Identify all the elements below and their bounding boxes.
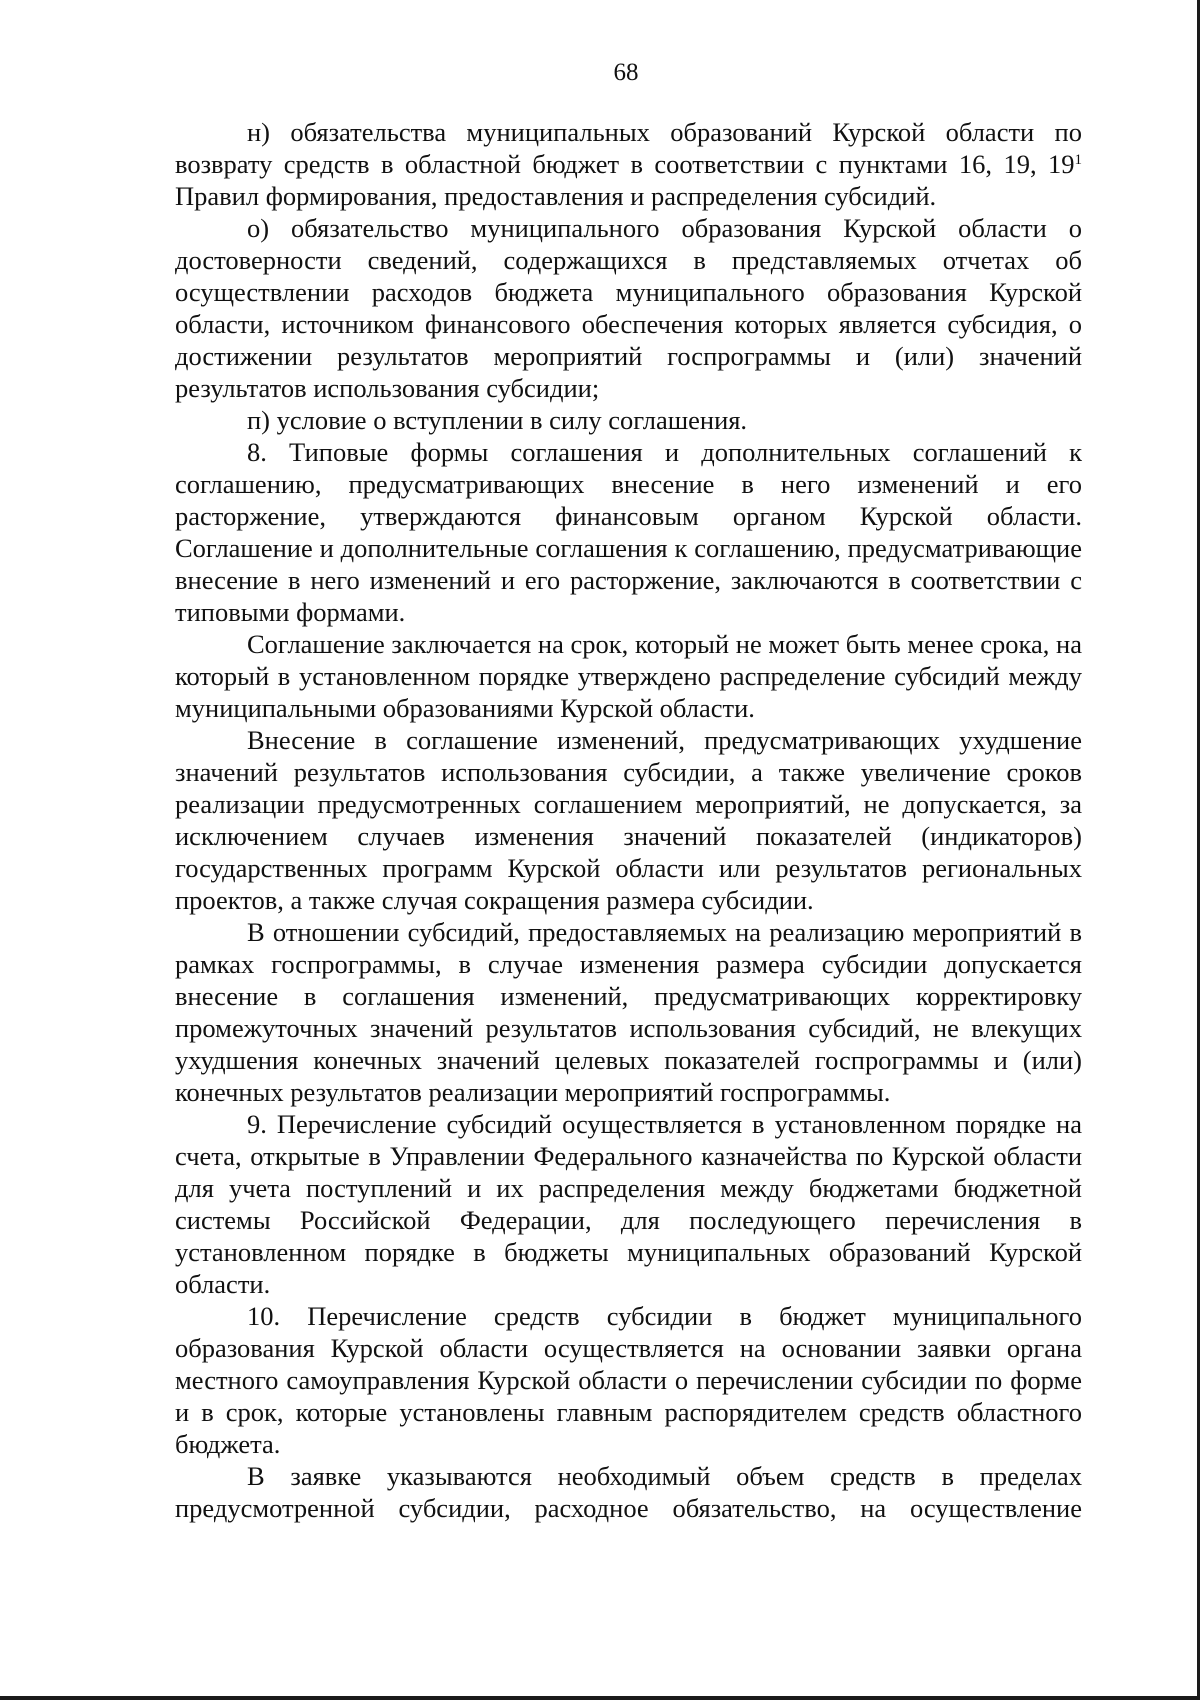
paragraph-obligations-return-funds bbox=[175, 116, 1082, 212]
paragraph-8-standard-forms: 8. Типовые формы соглашения и дополнительных соглашений к соглашению, предусматривающих внесение в него изменений и его расторжение, утверждаются финансовым органом Курской области. Соглашение и дополнительные соглашения к соглашению, предусматривающие внесение в него изменений и его расторжение, заключаются в соответствии с типовыми формами. bbox=[175, 437, 1082, 627]
paragraph-10-transfer-request: 10. Перечисление средств субсидии в бюджет муниципального образования Курской области осуществляется на основании заявки органа местного самоуправления Курской области о перечислении субсидии по форме и в срок, которые установлены главным распорядителем средств областного бюджета. bbox=[175, 1301, 1082, 1459]
page-number: 68 bbox=[613, 59, 639, 86]
paragraph-obligation-reliability: о) обязательство муниципального образования Курской области о достоверности сведений, содержащихся в представляемых отчетах об осуществлении расходов бюджета муниципального образования Курской области, источником финансового обеспечения которых является субсидия, о достижении результатов мероприятий госпрограммы и (или) значений результатов использования субсидии; bbox=[175, 213, 1082, 403]
paragraph-subsidy-adjustment: В отношении субсидий, предоставляемых на реализацию мероприятий в рамках госпрограммы, в случае изменения размера субсидии допускается внесение в соглашения изменений, предусматривающих корректировку промежуточных значений результатов использования субсидий, не влекущих ухудшения конечных значений целевых показателей госпрограммы и (или) конечных результатов реализации мероприятий госпрограммы. bbox=[175, 917, 1082, 1107]
footnote-superscript: 1 bbox=[1074, 152, 1082, 168]
document-body bbox=[175, 116, 1082, 1524]
paragraph-request-contents: В заявке указываются необходимый объем средств в пределах предусмотренной субсидии, расходное обязательство, на осуществление bbox=[175, 1461, 1082, 1523]
paragraph-9-transfer-accounts: 9. Перечисление субсидий осуществляется в установленном порядке на счета, открытые в Управлении Федерального казначейства по Курской области для учета поступлений и их распределения между бюджетами бюджетной системы Российской Федерации, для последующего перечисления в установленном порядке в бюджеты муниципальных образований Курской области. bbox=[175, 1109, 1082, 1299]
paragraph-agreement-term: Соглашение заключается на срок, который не может быть менее срока, на который в установленном порядке утверждено распределение субсидий между муниципальными образованиями Курской области. bbox=[175, 629, 1082, 723]
paragraph-text-tail: Правил формирования, предоставления и распределения субсидий. bbox=[175, 181, 937, 211]
paragraph-entry-into-force: п) условие о вступлении в силу соглашения. bbox=[247, 405, 748, 435]
paragraph-text: н) обязательства муниципальных образований Курской области по возврату средств в областной бюджет в соответствии с пунктами 16, 19, 19 bbox=[175, 117, 1082, 179]
paragraph-changes-not-allowed: Внесение в соглашение изменений, предусматривающих ухудшение значений результатов использования субсидии, а также увеличение сроков реализации предусмотренных соглашением мероприятий, не допускается, за исключением случаев изменения значений показателей (индикаторов) государственных программ Курской области или результатов региональных проектов, а также случая сокращения размера субсидии. bbox=[175, 725, 1082, 915]
